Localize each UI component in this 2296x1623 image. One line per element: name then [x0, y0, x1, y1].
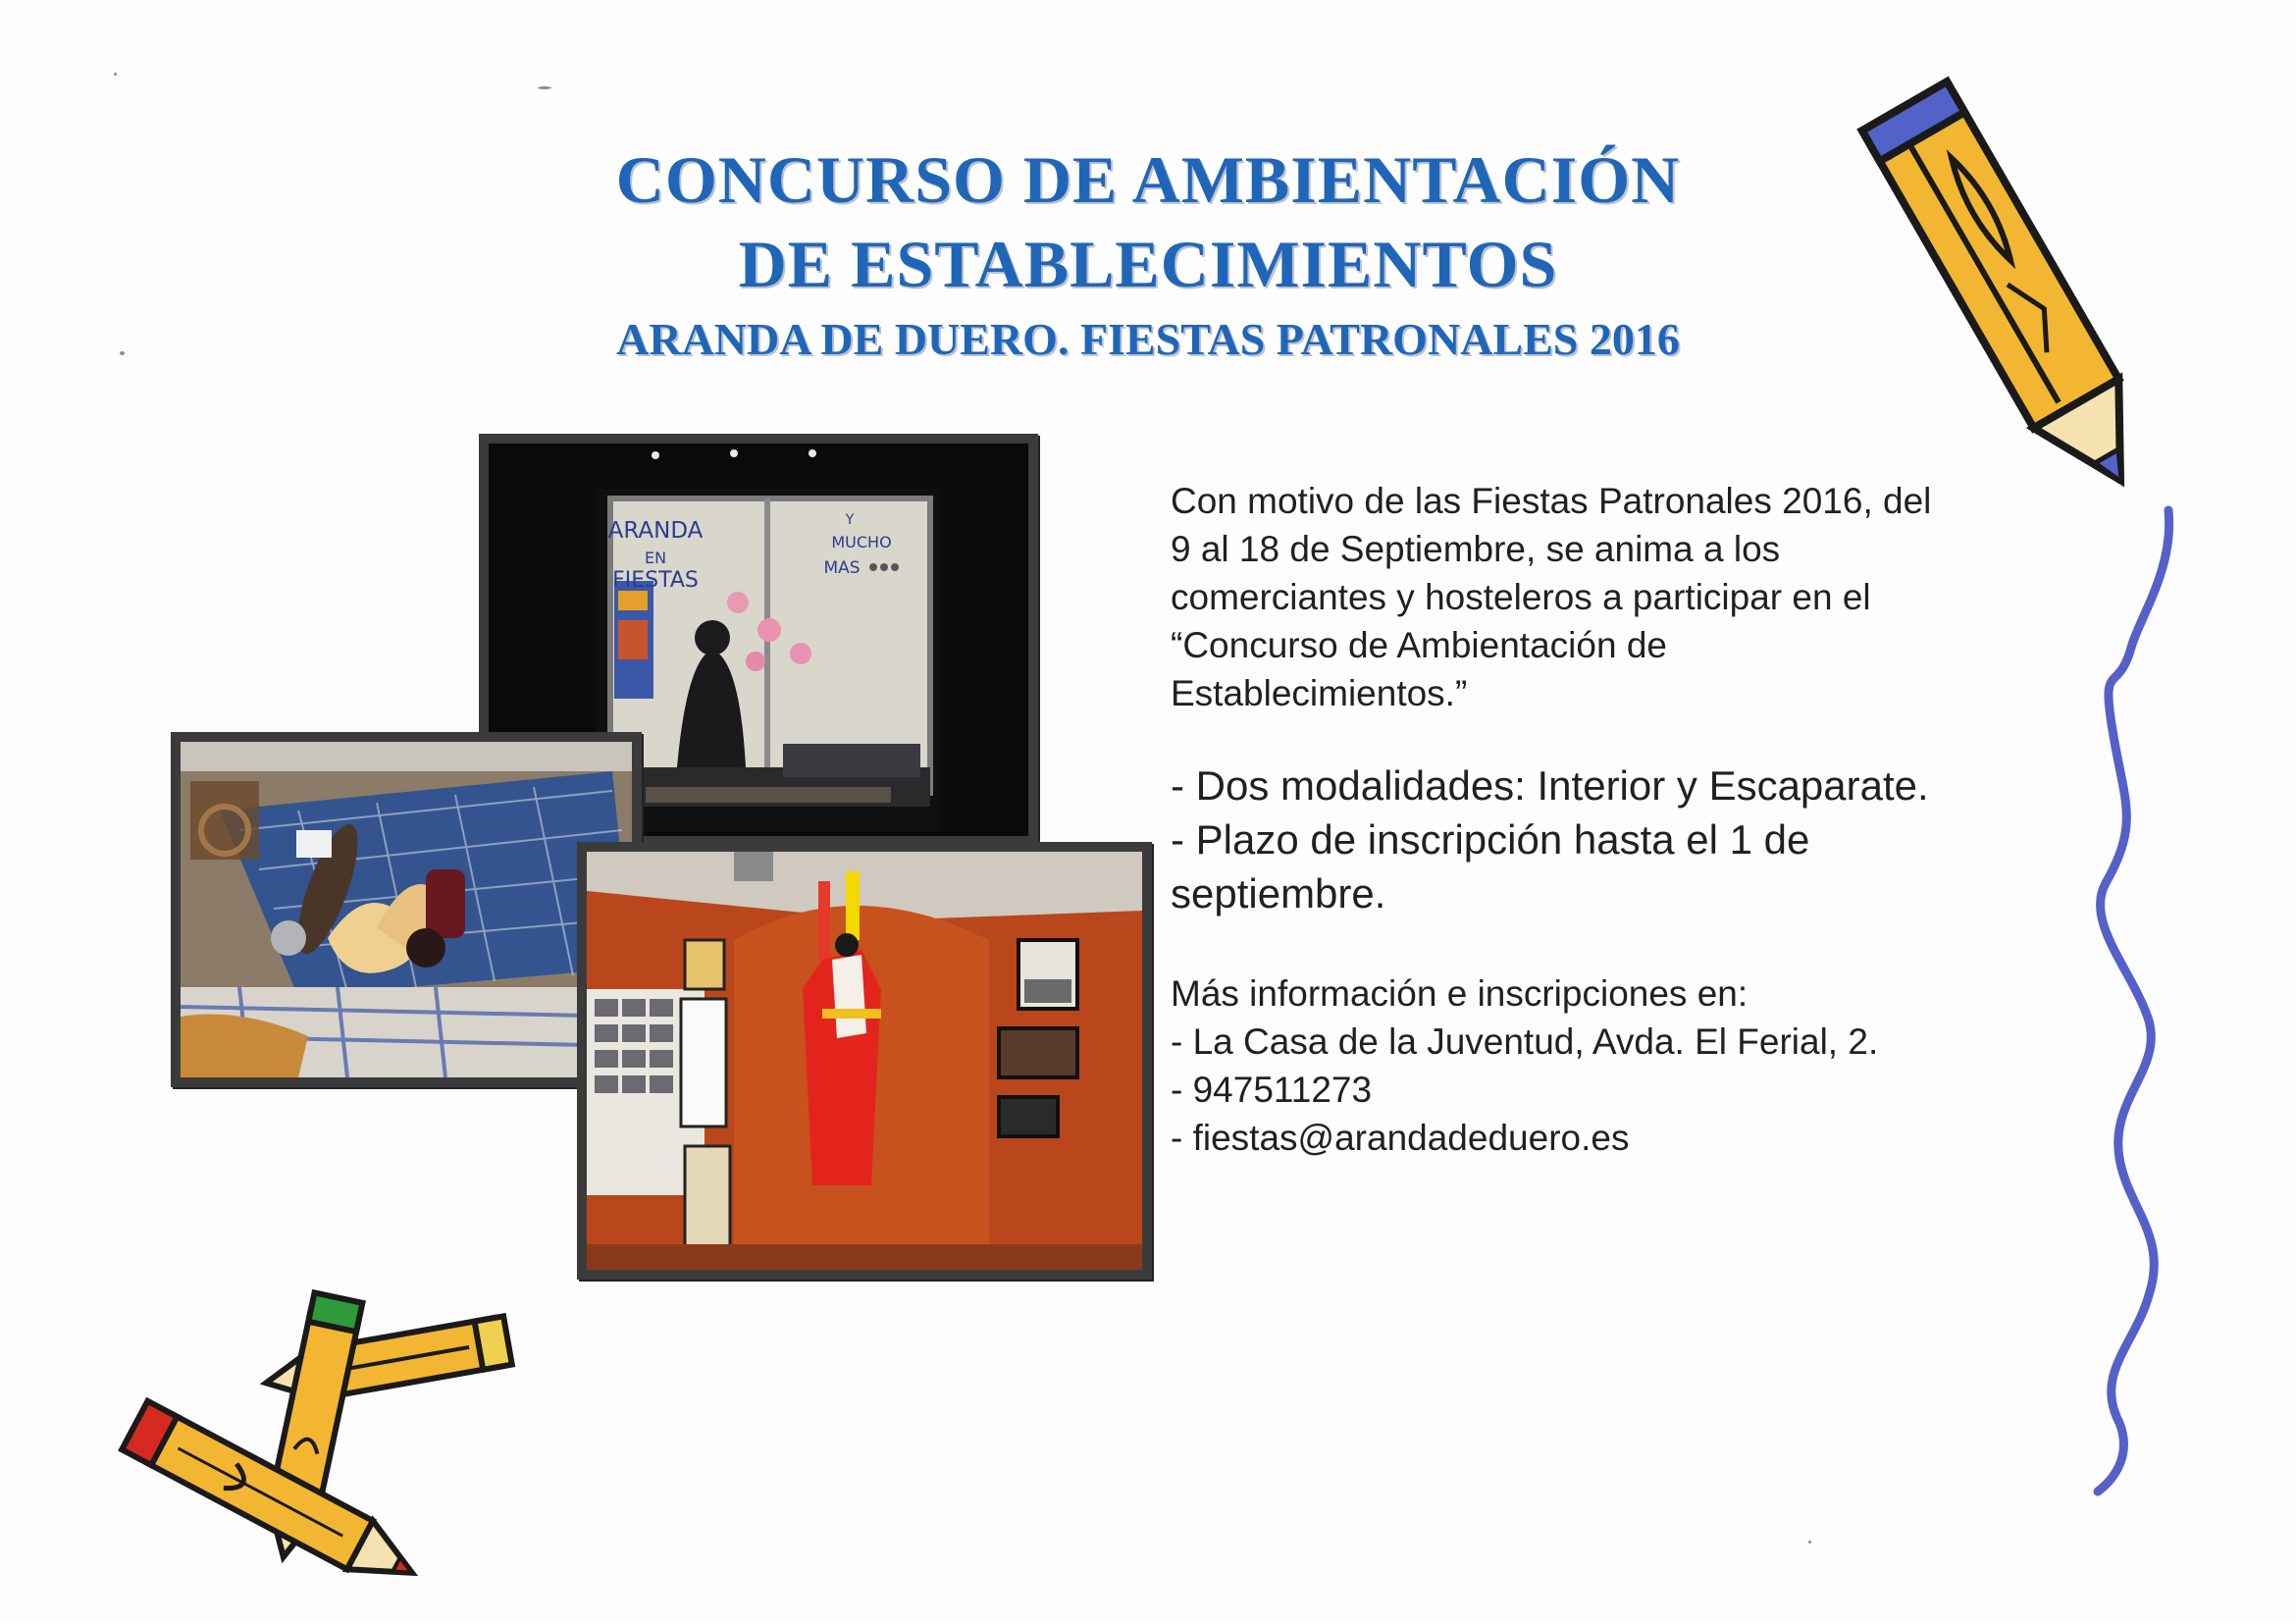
window-sign-mucho: MUCHO	[831, 533, 892, 551]
deadline-item-continued: septiembre.	[1171, 870, 1386, 916]
title-line-1: CONCURSO DE AMBIENTACIÓN	[615, 142, 1681, 217]
scan-speck	[538, 86, 551, 89]
content-text	[1171, 477, 2044, 1162]
window-sign-aranda: ARANDA	[607, 518, 704, 544]
deadline-item: - Plazo de inscripción hasta el 1 de	[1171, 816, 1810, 863]
intro-line: comerciantes y hosteleros a participar en el	[1171, 577, 1871, 617]
contact-phone: - 947511273	[1171, 1070, 1373, 1110]
contact-address: - La Casa de la Juventud, Avda. El Ferial, 2.	[1171, 1021, 1879, 1062]
intro-line: “Concurso de Ambientación de	[1171, 625, 1667, 665]
intro-line: 9 al 18 de Septiembre, se anima a los	[1171, 529, 1781, 569]
blue-squiggle-line	[2080, 510, 2198, 1492]
room-interior-image	[587, 852, 1142, 1270]
table-display-photo	[171, 732, 642, 1087]
contact-email: - fiestas@arandadeduero.es	[1171, 1118, 1630, 1158]
modalities-item: - Dos modalidades: Interior y Escaparate.	[1171, 762, 1929, 809]
crossed-pencils-icon	[108, 1285, 530, 1580]
window-sign-en: EN	[644, 549, 667, 567]
room-interior-photo	[577, 842, 1152, 1280]
title-line-2: DE ESTABLECIMIENTOS	[738, 227, 1558, 301]
window-sign-mas: MAS	[823, 558, 861, 578]
contact-info	[1171, 969, 2044, 1162]
intro-line: Establecimientos.”	[1171, 673, 1468, 713]
contest-details	[1171, 759, 2044, 920]
window-sign-y: Y	[845, 512, 855, 528]
intro-line: Con motivo de las Fiestas Patronales 2016, del	[1171, 481, 1932, 521]
table-display-image	[181, 742, 632, 1077]
scan-speck	[120, 351, 125, 355]
scan-speck	[1808, 1541, 1811, 1544]
poster-subtitle: ARANDA DE DUERO. FIESTAS PATRONALES 2016	[616, 314, 1680, 364]
contact-heading: Más información e inscripciones en:	[1171, 973, 1748, 1014]
scan-speck	[114, 73, 117, 76]
window-sign-fiestas: FIESTAS	[612, 568, 699, 593]
blue-tipped-pencil-icon	[1851, 39, 2165, 530]
poster-title	[412, 137, 1884, 369]
